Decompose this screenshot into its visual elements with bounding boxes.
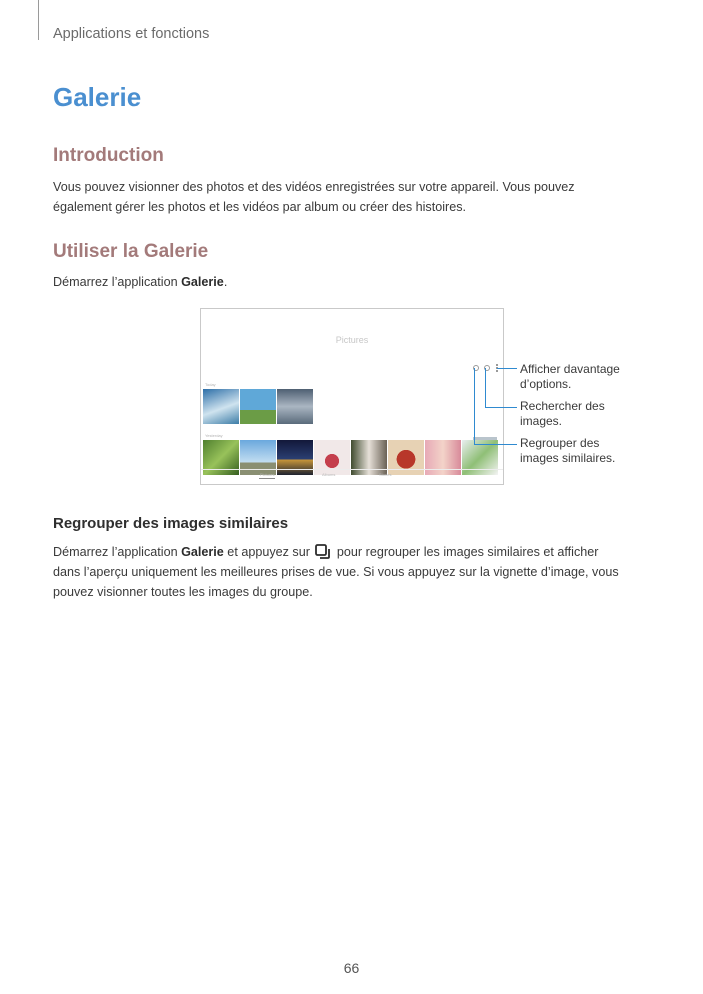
thumb-field <box>240 389 276 424</box>
tab-stories: Stories <box>379 472 392 477</box>
callout-line-search-h <box>485 407 517 408</box>
screenshot-title: Pictures <box>335 335 369 345</box>
thumb-sky <box>203 389 239 424</box>
section-header: Applications et fonctions <box>53 26 210 42</box>
callout-line-more <box>497 368 517 369</box>
page-title: Galerie <box>53 82 142 112</box>
section-today: Today <box>205 382 216 387</box>
app-name: Galerie <box>181 275 224 289</box>
callout-line-group-h <box>474 444 517 445</box>
callout-search: Rechercher des images. <box>520 399 605 428</box>
tab-albums: Albums <box>322 472 336 477</box>
callout-more-options: Afficher davantage d’options. <box>520 362 620 391</box>
callout-group: Regrouper des images similaires. <box>520 436 616 465</box>
group-heading: Regrouper des images similaires <box>53 515 289 532</box>
section-yesterday: Yesterday <box>205 433 223 438</box>
use-heading: Utiliser la Galerie <box>53 241 209 262</box>
tab-bar <box>201 469 503 470</box>
tab-pictures: Pictures <box>260 472 275 477</box>
app-name-2: Galerie <box>181 545 224 559</box>
intro-heading: Introduction <box>53 145 164 166</box>
page-number: 66 <box>343 960 360 976</box>
group-paragraph: Démarrez l’application Galerie et appuyez sur pour regrouper les images similaires et afficher dans l’aperçu uniquement les meilleures prises de vue. Si vous appuyez sur la vignette d’image, vous pouvez visionner toutes les images du groupe. <box>53 545 619 599</box>
use-paragraph: Démarrez l’application Galerie. <box>53 275 228 289</box>
intro-paragraph: Vous pouvez visionner des photos et des vidéos enregistrées sur votre appareil. Vous pouvez également gérer les photos et les vidéos par album ou créer des histoires. <box>53 180 575 214</box>
gallery-screenshot <box>200 308 504 485</box>
group-similar-icon <box>315 544 331 559</box>
callout-line-search <box>485 368 486 407</box>
callout-line-group <box>474 368 475 444</box>
active-tab-indicator <box>259 478 275 479</box>
header-divider <box>38 0 39 40</box>
thumb-lake <box>277 389 313 424</box>
